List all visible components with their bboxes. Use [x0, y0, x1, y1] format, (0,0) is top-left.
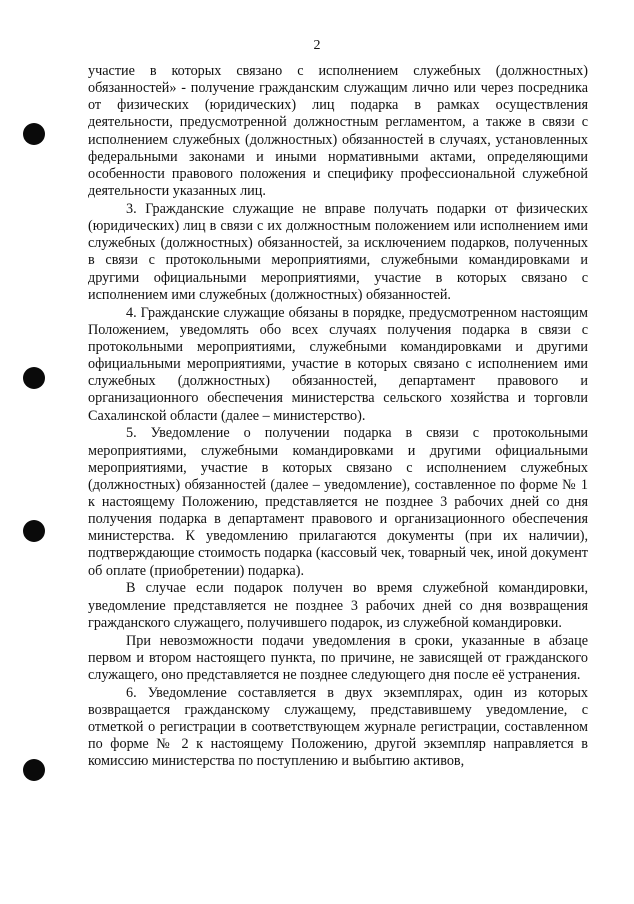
punch-hole-icon [23, 123, 45, 145]
paragraph-clause-6: 6. Уведомление составляется в двух экземплярах, один из которых возвращается гражданскому служащему, представившему уведомление, с отметкой о регистрации в соответствующем журнале регистрации, составленном по форме № 2 к настоящему Положению, другой экземпляр направляется в комиссию министерства по поступлению и выбытию активов, [88, 684, 588, 770]
paragraph-clause-5: 5. Уведомление о получении подарка в связи с протокольными мероприятиями, служебными командировками и другими официальными мероприятиями, участие в которых связано с исполнением служебных (должностных) обязанностей (далее – уведомление), составленное по форме № 1 к настоящему Положению, представляется не позднее 3 рабочих дней со дня получения подарка в департамент правового и организационного обеспечения министерства. К уведомлению прилагаются документы (при их наличии), подтверждающие стоимость подарка (кассовый чек, товарный чек, иной документ об оплате (приобретении) подарка). [88, 425, 588, 579]
paragraph-continuation: участие в которых связано с исполнением служебных (должностных) обязанностей» - получение гражданским служащим лично или через посредника от физических (юридических) лиц подарка в рамках осуществления деятельности, предусмотренной должностным регламентом, а также в связи с исполнением служебных (должностных) обязанностей в случаях, установленных федеральными законами и иными нормативными актами, определяющими особенности правового положения и специфику профессиональной служебной деятельности указанных лиц. [88, 63, 588, 200]
punch-hole-icon [23, 520, 45, 542]
page-number: 2 [313, 38, 321, 53]
punch-hole-icon [23, 367, 45, 389]
punch-hole-icon [23, 759, 45, 781]
paragraph-clause-5-impossibility: При невозможности подачи уведомления в сроки, указанные в абзаце первом и втором настоящего пункта, по причине, не зависящей от гражданского служащего, оно представляется не позднее следующего дня после её устранения. [88, 632, 588, 683]
document-body [88, 63, 588, 771]
paragraph-clause-4: 4. Гражданские служащие обязаны в порядке, предусмотренном настоящим Положением, уведомлять обо всех случаях получения подарка в связи с протокольными мероприятиями, служебными командировками и другими официальными мероприятиями, участие в которых связано с исполнением ими служебных (должностных) обязанностей, департамент правового и организационного обеспечения министерства сельского хозяйства и торговли Сахалинской области (далее – министерство). [88, 304, 588, 424]
paragraph-clause-3: 3. Гражданские служащие не вправе получать подарки от физических (юридических) лиц в связи с их должностным положением или исполнением ими служебных (должностных) обязанностей, за исключением подарков, полученных в связи с протокольными мероприятиями, служебными командировками и другими официальными мероприятиями, участие в которых связано с исполнением ими служебных (должностных) обязанностей. [88, 200, 588, 303]
paragraph-clause-5-business-trip: В случае если подарок получен во время служебной командировки, уведомление представляется не позднее 3 рабочих дней со дня возвращения гражданского служащего, получившего подарок, из служебной командировки. [88, 580, 588, 631]
